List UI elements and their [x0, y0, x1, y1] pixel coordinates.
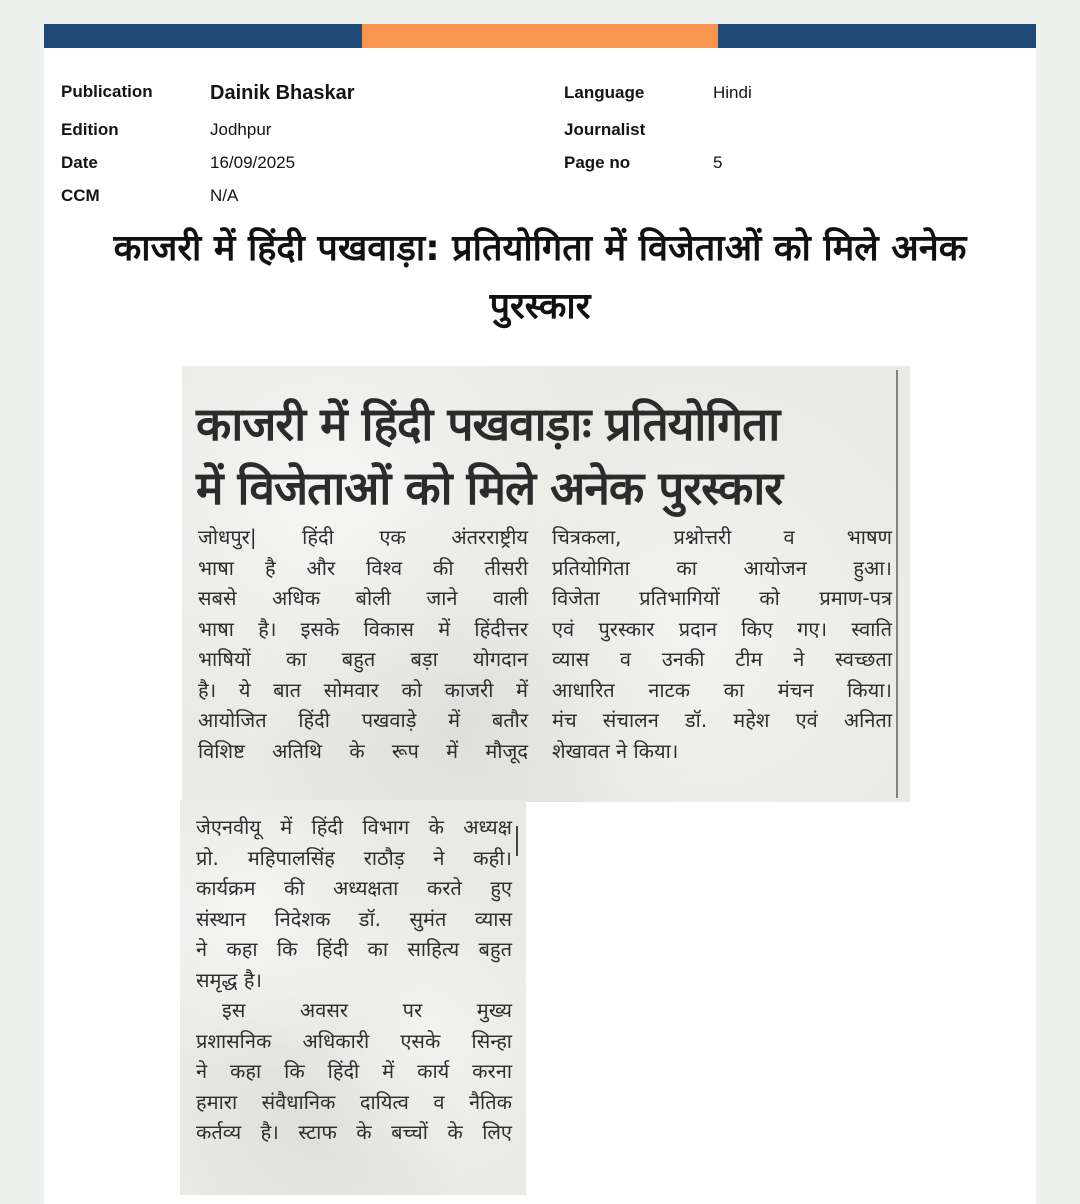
- meta-label: Language: [564, 83, 645, 102]
- text-line: विजेता प्रतिभागियों को प्रमाण-पत्र: [552, 586, 892, 610]
- text-line: प्रशासनिक अधिकारी एसके सिन्हा: [196, 1028, 512, 1053]
- meta-row-publication: [61, 82, 153, 102]
- text-line: भाषा है। इसके विकास में हिंदीत्तर: [198, 616, 528, 641]
- meta-label: Publication: [61, 82, 153, 101]
- text-line: हमारा संवैधानिक दायित्व व नैतिक: [196, 1089, 512, 1114]
- column-rule: [896, 370, 898, 798]
- text-line: प्रतियोगिता का आयोजन हुआ।: [552, 555, 892, 580]
- meta-value-publication: Dainik Bhaskar: [210, 82, 355, 104]
- meta-row-language: [564, 83, 644, 103]
- newspaper-clipping-bottom: [180, 800, 526, 1195]
- text-line: जेएनवीयू में हिंदी विभाग के अध्यक्ष: [196, 815, 512, 839]
- meta-row-page-no: [564, 153, 630, 173]
- meta-label: Page no: [564, 153, 631, 172]
- clipping-card: [44, 24, 1036, 1204]
- meta-label: Journalist: [564, 120, 646, 139]
- text-line: जोधपुर| हिंदी एक अंतरराष्ट्रीय: [198, 525, 528, 549]
- text-line: सबसे अधिक बोली जाने वाली: [198, 586, 528, 610]
- meta-label: Date: [61, 153, 98, 172]
- text-line: चित्रकला, प्रश्नोत्तरी व भाषण: [552, 525, 892, 549]
- clipping-headline-line2: में विजेताओं को मिले अनेक पुरस्कार: [196, 461, 783, 515]
- text-line: व्यास व उनकी टीम ने स्वच्छता: [552, 647, 892, 671]
- text-line: आयोजित हिंदी पखवाड़े में बतौर: [198, 708, 528, 732]
- color-bar-right: [718, 24, 1036, 48]
- text-line: संस्थान निदेशक डॉ. सुमंत व्यास: [196, 906, 512, 931]
- text-line: है। ये बात सोमवार को काजरी में: [198, 677, 528, 702]
- text-line: इस अवसर पर मुख्य: [222, 998, 512, 1022]
- color-bar-middle: [362, 24, 718, 48]
- color-bar-left: [44, 24, 362, 48]
- column-rule: [516, 826, 518, 856]
- text-line: आधारित नाटक का मंचन किया।: [552, 677, 892, 702]
- clipping-headline: [196, 392, 886, 520]
- clipping-continuation-column: [196, 812, 512, 1148]
- text-line: शेखावत ने किया।: [552, 738, 679, 763]
- clipping-headline-line1: काजरी में हिंदी पखवाड़ाः प्रतियोगिता: [196, 397, 780, 451]
- text-line: ने कहा कि हिंदी का साहित्य बहुत: [196, 937, 512, 961]
- text-line: मंच संचालन डॉ. महेश एवं अनिता: [552, 708, 892, 732]
- text-line: भाषा है और विश्व की तीसरी: [198, 555, 528, 580]
- text-line: ने कहा कि हिंदी में कार्य करना: [196, 1059, 512, 1083]
- meta-row-ccm: [61, 186, 100, 206]
- text-line: समृद्ध है।: [196, 967, 263, 992]
- meta-label: Edition: [61, 120, 119, 139]
- article-headline: काजरी में हिंदी पखवाड़ा: प्रतियोगिता में विजेताओं को मिले अनेक पुरस्कार: [113, 228, 967, 327]
- meta-row-journalist: [564, 120, 645, 140]
- meta-value-language: Hindi: [713, 83, 752, 102]
- header-color-bar: [44, 24, 1036, 48]
- clipping-left-column: [198, 522, 528, 766]
- text-line: कार्यक्रम की अध्यक्षता करते हुए: [196, 876, 512, 900]
- clipping-right-column: [552, 522, 892, 766]
- meta-label: CCM: [61, 186, 100, 205]
- text-line: एवं पुरस्कार प्रदान किए गए। स्वाति: [552, 616, 892, 641]
- text-line: विशिष्ट अतिथि के रूप में मौजूद: [198, 738, 528, 763]
- meta-value-ccm: N/A: [210, 186, 239, 205]
- newspaper-clipping-top: [182, 366, 910, 802]
- text-line: भाषियों का बहुत बड़ा योगदान: [198, 647, 528, 671]
- text-line: कर्तव्य है। स्टाफ के बच्चों के लिए: [196, 1120, 512, 1144]
- text-line: प्रो. महिपालसिंह राठौड़ ने कही।: [196, 845, 512, 870]
- meta-row-edition: [61, 120, 119, 140]
- meta-value-page-no: 5: [713, 153, 723, 172]
- meta-value-date: 16/09/2025: [210, 153, 296, 172]
- meta-value-edition: Jodhpur: [210, 120, 272, 139]
- meta-row-date: [61, 153, 98, 173]
